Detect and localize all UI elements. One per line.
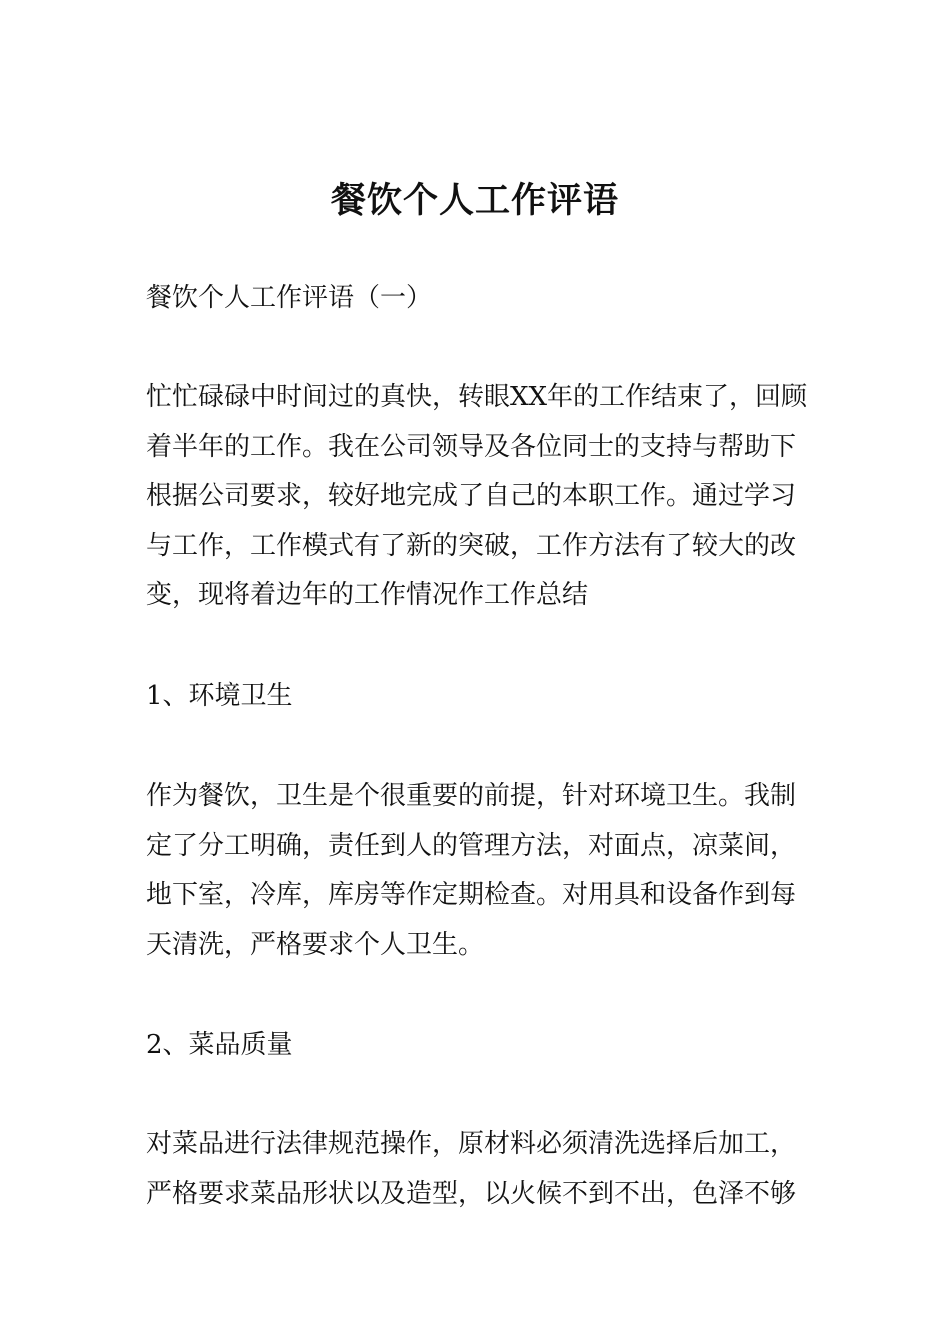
paragraph-hygiene	[146, 772, 808, 970]
paragraph-line: 对菜品进行法律规范操作，原材料必须清洗选择后加工，	[146, 1129, 797, 1159]
item-heading-2	[146, 1021, 808, 1071]
paragraph-line: 作为餐饮，卫生是个很重要的前提，针对环境卫生。我制	[146, 781, 797, 811]
paragraph-line: 忙忙碌碌中时间过的真快，转眼XX年的工作结束了，回顾	[146, 382, 808, 412]
paragraph-line: 根据公司要求，较好地完成了自己的本职工作。通过学习	[146, 481, 797, 511]
paragraph-intro	[146, 373, 808, 621]
item-heading-text: 1、环境卫生	[146, 681, 293, 711]
section-heading-text: 餐饮个人工作评语（一）	[146, 283, 433, 313]
paragraph-quality	[146, 1120, 808, 1219]
document-title: 餐饮个人工作评语	[330, 180, 619, 221]
paragraph-line: 定了分工明确，责任到人的管理方法，对面点，凉菜间，	[146, 830, 797, 861]
section-heading	[146, 274, 808, 324]
item-heading-1	[146, 672, 808, 722]
item-heading-text: 2、菜品质量	[146, 1030, 293, 1060]
paragraph-line: 严格要求菜品形状以及造型，以火候不到不出，色泽不够	[146, 1178, 797, 1209]
paragraph-line: 变，现将着边年的工作情况作工作总结	[146, 580, 589, 610]
paragraph-line: 天清洗，严格要求个人卫生。	[146, 929, 485, 960]
paragraph-line: 与工作，工作模式有了新的突破，工作方法有了较大的改	[146, 530, 797, 561]
paragraph-line: 地下室，冷库，库房等作定期检查。对用具和设备作到每	[146, 880, 797, 910]
paragraph-line: 着半年的工作。我在公司领导及各位同士的支持与帮助下	[146, 431, 797, 462]
